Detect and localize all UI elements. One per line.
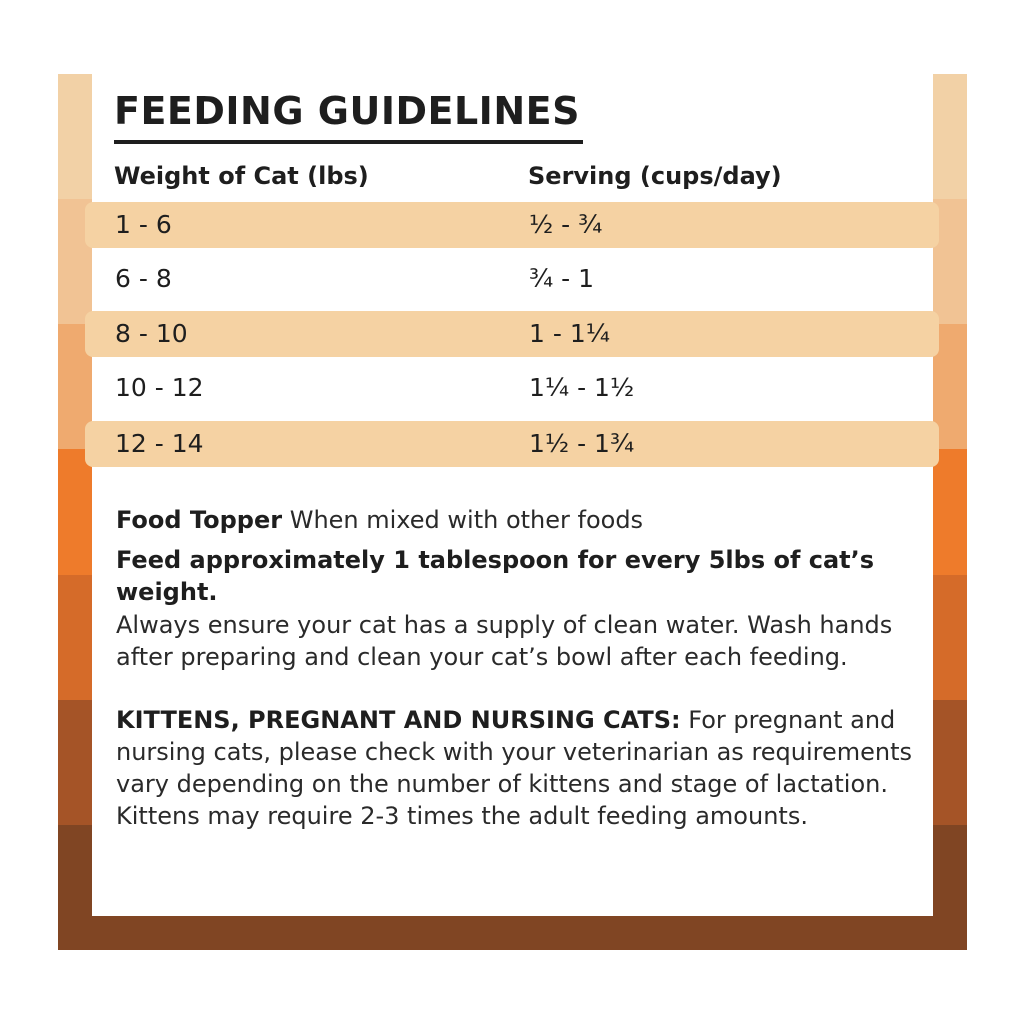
- table-row: [85, 365, 939, 411]
- table-row: [85, 311, 939, 357]
- kittens-note: [116, 704, 916, 832]
- water-note: Always ensure your cat has a supply of clean water. Wash hands after preparing and clean your cat’s bowl after each feeding.: [116, 611, 893, 671]
- weight-cell: 10 - 12: [115, 373, 204, 402]
- food-topper-instruction: Feed approximately 1 tablespoon for every 5lbs of cat’s weight.: [116, 546, 875, 606]
- food-topper-label: Food Topper: [116, 506, 283, 534]
- title-underline: [114, 140, 583, 144]
- header-serving: Serving (cups/day): [528, 162, 782, 190]
- kittens-label: KITTENS, PREGNANT AND NURSING CATS:: [116, 706, 681, 734]
- page-title: FEEDING GUIDELINES: [114, 89, 580, 133]
- weight-cell: 12 - 14: [115, 429, 204, 458]
- food-topper-line: [116, 504, 916, 536]
- serving-cell: ½ - ¾: [529, 210, 603, 239]
- table-row: [85, 421, 939, 467]
- serving-cell: ¾ - 1: [529, 264, 595, 293]
- food-topper-text: When mixed with other foods: [282, 506, 644, 534]
- weight-cell: 1 - 6: [115, 210, 172, 239]
- weight-cell: 6 - 8: [115, 264, 172, 293]
- serving-cell: 1½ - 1¾: [529, 429, 635, 458]
- serving-cell: 1 - 1¼: [529, 319, 610, 348]
- table-row: [85, 202, 939, 248]
- weight-cell: 8 - 10: [115, 319, 188, 348]
- serving-cell: 1¼ - 1½: [529, 373, 635, 402]
- table-row: [85, 256, 939, 302]
- header-weight: Weight of Cat (lbs): [114, 162, 369, 190]
- kittens-text: For pregnant and nursing cats, please check with your veterinarian as requirements vary depending on the number of kittens and stage of lactation. Kittens may require 2-3 times the adult feeding amounts.: [116, 706, 913, 830]
